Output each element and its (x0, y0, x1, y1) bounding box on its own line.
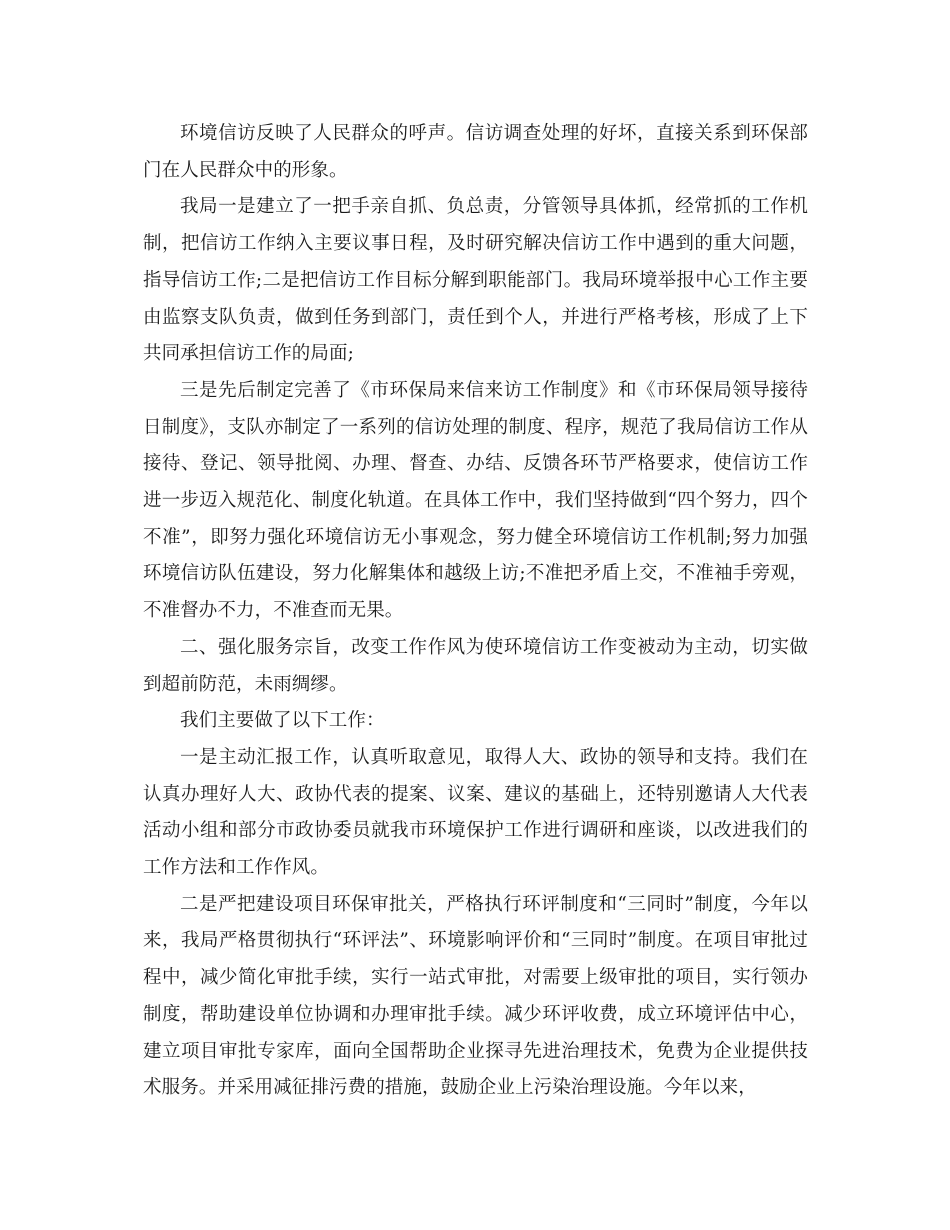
paragraph-5: 我们主要做了以下工作： (180, 710, 385, 732)
paragraph-2: 我局一是建立了一把手亲自抓、负总责，分管领导具体抓，经常抓的工作机制，把信访工作纳入主要议事日程，及时研究解决信访工作中遇到的重大问题，指导信访工作;二是把信访工作目标分解到职能部门。我局环境举报中心工作主要由监察支队负责，做到任务到部门，责任到个人，并进行严格考核，形成了上下共同承担信访工作的局面; (143, 196, 808, 365)
paragraph-6: 一是主动汇报工作，认真听取意见，取得人大、政协的领导和支持。我们在认真办理好人大、政协代表的提案、议案、建议的基础上，还特别邀请人大代表活动小组和部分市政协委员就我市环境保护工作进行调研和座谈，以改进我们的工作方法和工作作风。 (143, 746, 808, 879)
paragraph-1: 环境信访反映了人民群众的呼声。信访调查处理的好坏，直接关系到环保部门在人民群众中的形象。 (143, 123, 808, 181)
paragraph-3: 三是先后制定完善了《市环保局来信来访工作制度》和《市环保局领导接待日制度》，支队亦制定了一系列的信访处理的制度、程序，规范了我局信访工作从接待、登记、领导批阅、办理、督查、办结、反馈各环节严格要求，使信访工作进一步迈入规范化、制度化轨道。在具体工作中，我们坚持做到“四个努力，四个不准”，即努力强化环境信访无小事观念，努力健全环境信访工作机制;努力加强环境信访队伍建设，努力化解集体和越级上访;不准把矛盾上交，不准袖手旁观，不准督办不力，不准查而无果。 (143, 379, 808, 622)
paragraph-7: 二是严把建设项目环保审批关，严格执行环评制度和“三同时”制度，今年以来，我局严格贯彻执行“环评法”、环境影响评价和“三同时”制度。在项目审批过程中，减少简化审批手续，实行一站式审批，对需要上级审批的项目，实行领办制度，帮助建设单位协调和办理审批手续。减少环评收费，成立环境评估中心，建立项目审批专家库，面向全国帮助企业探寻先进治理技术，免费为企业提供技术服务。并采用减征排污费的措施，鼓励企业上污染治理设施。今年以来， (143, 893, 808, 1099)
document-body (143, 116, 808, 1107)
paragraph-4: 二、强化服务宗旨，改变工作作风为使环境信访工作变被动为主动，切实做到超前防范，未雨绸缪。 (143, 636, 808, 695)
